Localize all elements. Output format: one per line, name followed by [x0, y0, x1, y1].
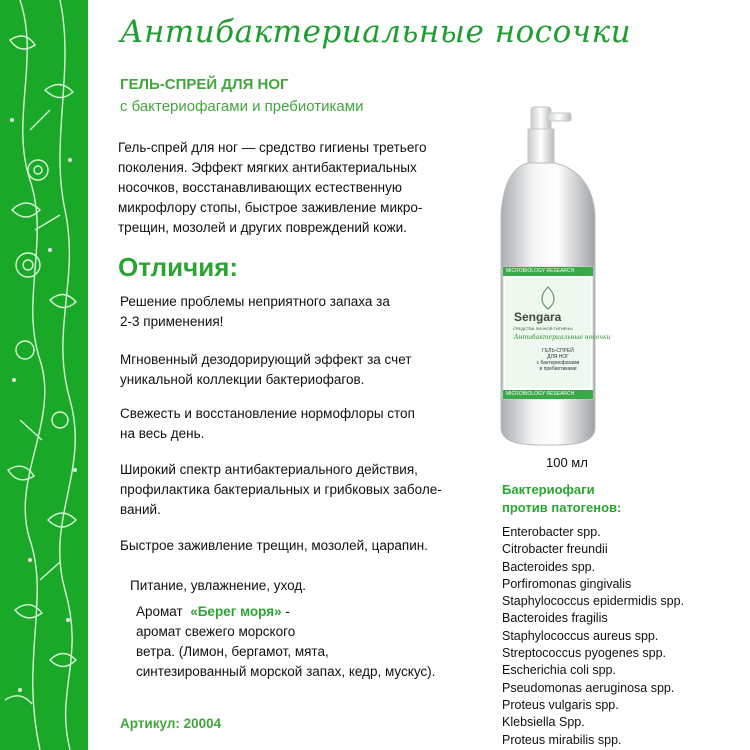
bottle-label-line: с бактериофагами: [536, 360, 580, 366]
aroma-line: ветра. (Лимон, бергамот, мята,: [136, 644, 329, 659]
list-item: Escherichia coli spp.: [502, 663, 616, 678]
intro-line: поколения. Эффект мягких антибактериальных: [118, 160, 417, 175]
bottle-label-line: ДЛЯ НОГ: [547, 354, 569, 360]
difference-line: Быстрое заживление трещин, мозолей, царапин.: [120, 538, 428, 553]
bacteriophages-heading-line: Бактериофаги: [502, 482, 595, 497]
difference-line: Свежесть и восстановление нормофлоры стоп: [120, 406, 415, 421]
aroma-line: синтезированный морской запах, кедр, мускус).: [136, 664, 436, 679]
product-name: ГЕЛЬ-СПРЕЙ ДЛЯ НОГ: [120, 76, 289, 93]
difference-line: ваний.: [120, 502, 161, 517]
list-item: Streptococcus pyogenes spp.: [502, 646, 666, 661]
intro-line: носочков, восстанавливающих естественную: [118, 180, 403, 195]
page-title: Антибактериальные носочки: [120, 14, 632, 50]
aroma-paragraph: [136, 602, 466, 682]
bottle-label-text: [528, 348, 588, 372]
difference-line: Широкий спектр антибактериального действия,: [120, 462, 418, 477]
bacteriophages-heading-line: против патогенов:: [502, 500, 622, 515]
volume-label: 100 мл: [546, 455, 588, 470]
decorative-floral-band: [0, 0, 88, 750]
difference-line: уникальной коллекции бактериофагов.: [120, 372, 365, 387]
intro-line: Гель-спрей для ног — средство гигиены третьего: [118, 140, 427, 155]
aroma-suffix: -: [281, 604, 290, 619]
bottle-label-top-band: MICROBIOLOGY RESEARCH: [506, 268, 575, 274]
difference-line: на весь день.: [120, 426, 205, 441]
intro-line: микрофлору стопы, быстрое заживление микро-: [118, 200, 423, 215]
difference-item: [120, 536, 490, 556]
difference-line: профилактика бактериальных и грибковых заболе-: [120, 482, 442, 497]
list-item: Bacteroides fragilis: [502, 611, 608, 626]
floral-pattern-icon: [0, 0, 88, 750]
product-subtitle: с бактериофагами и пребиотиками: [120, 98, 364, 115]
bottle-label-script: Антибактериальные носочки: [514, 334, 611, 341]
list-item: Porfiromonas gingivalis: [502, 576, 632, 591]
aroma-first-line: [136, 602, 466, 622]
difference-item: [120, 350, 490, 390]
difference-line: Решение проблемы неприятного запаха за: [120, 294, 390, 309]
aroma-name: «Берег моря»: [190, 604, 282, 619]
difference-line: 2-3 применения!: [120, 314, 224, 329]
difference-item: [120, 460, 490, 520]
intro-line: трещин, мозолей и других повреждений кожи.: [118, 220, 407, 235]
bottle-label-line: ГЕЛЬ-СПРЕЙ: [542, 348, 574, 354]
list-item: Citrobacter freundii: [502, 542, 608, 557]
bottle-label-bottom-band: MICROBIOLOGY RESEARCH: [506, 391, 575, 397]
list-item: Staphylococcus epidermidis spp.: [502, 594, 685, 609]
bacteriophages-list: [502, 524, 684, 749]
list-item: Pseudomonas aeruginosa spp.: [502, 680, 675, 695]
spray-bottle-image: [495, 105, 615, 450]
aroma-line: аромат свежего морского: [136, 624, 296, 639]
bottle-label-line: и пребиотиками: [539, 366, 577, 372]
list-item: Klebsiella Spp.: [502, 715, 585, 730]
aroma-prefix: Аромат: [136, 604, 183, 619]
article-number: Артикул: 20004: [120, 716, 222, 731]
list-item: Proteus mirabilis spp.: [502, 732, 622, 747]
list-item: Staphylococcus aureus spp.: [502, 628, 659, 643]
difference-item: [120, 292, 490, 332]
list-item: Bacteroides spp.: [502, 559, 596, 574]
care-text: Питание, увлажнение, уход.: [130, 578, 306, 593]
differences-heading: Отличия:: [118, 252, 239, 282]
bottle-label-brand: Sengara: [514, 310, 562, 324]
list-item: Enterobacter spp.: [502, 525, 601, 539]
bottle-label-brand-sub: СРЕДСТВА ЛИЧНОЙ ГИГИЕНЫ: [513, 326, 573, 331]
intro-paragraph: [118, 138, 463, 238]
bacteriophages-heading: [502, 481, 702, 517]
list-item: Proteus vulgaris spp.: [502, 697, 619, 712]
difference-line: Мгновенный дезодорирующий эффект за счет: [120, 352, 412, 367]
difference-item: [120, 404, 490, 444]
